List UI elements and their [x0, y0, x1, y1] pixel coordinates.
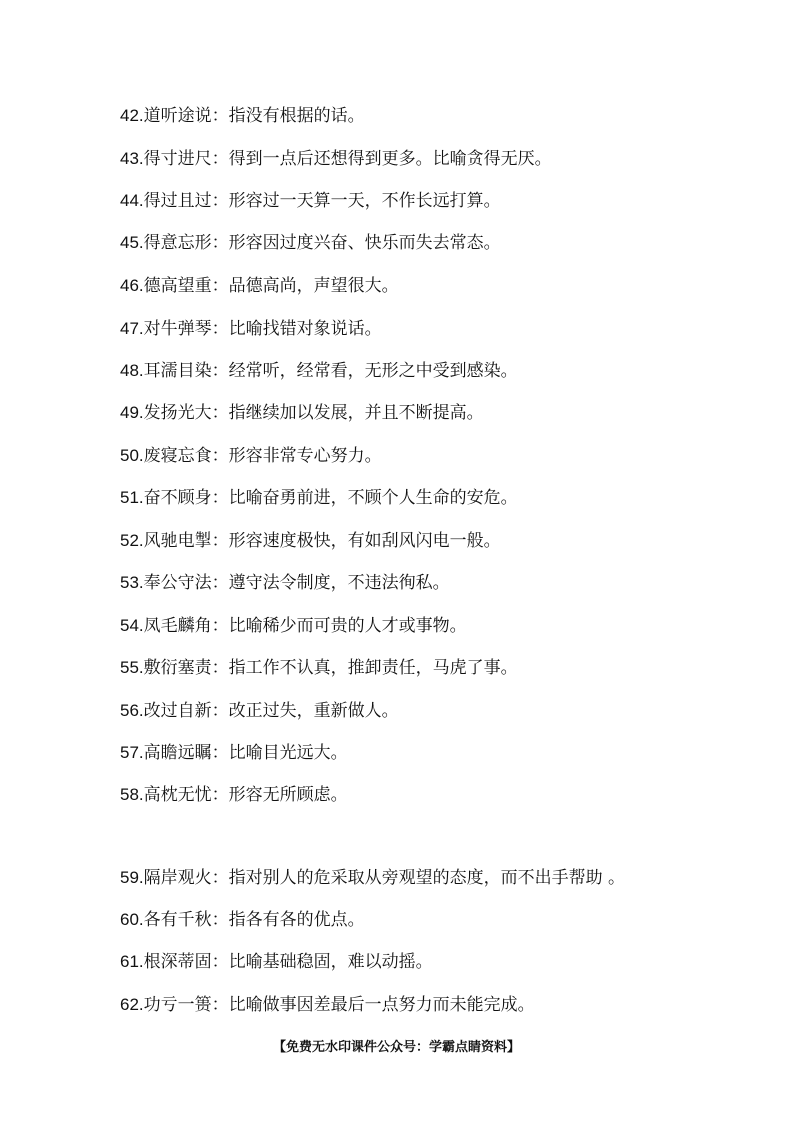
idiom-entry	[120, 947, 740, 977]
entry-term: 得过且过	[143, 191, 212, 211]
idiom-entry	[120, 568, 740, 598]
idiom-entry	[120, 228, 740, 258]
entry-number: 55.	[120, 658, 144, 677]
idiom-entry	[120, 905, 740, 935]
entry-separator: ：	[211, 106, 229, 126]
entry-definition: 改正过失，重新做人。	[228, 701, 399, 721]
entry-number: 46.	[120, 276, 144, 295]
idiom-entry	[120, 101, 740, 131]
entry-term: 功亏一篑	[143, 995, 212, 1015]
idiom-entry	[120, 186, 740, 216]
entry-number: 45.	[120, 233, 144, 252]
entry-number: 53.	[120, 573, 144, 592]
entry-term: 风驰电掣	[143, 531, 212, 551]
idiom-entry	[120, 696, 740, 726]
entry-separator: ：	[211, 446, 229, 466]
entry-number: 48.	[120, 361, 144, 380]
idiom-entry	[120, 483, 740, 513]
entry-definition: 指各有各的优点。	[228, 910, 365, 930]
entry-separator: ：	[211, 488, 229, 508]
entry-definition: 比喻基础稳固，难以动摇。	[228, 952, 433, 972]
entry-number: 44.	[120, 191, 144, 210]
entry-term: 高瞻远瞩	[143, 743, 212, 763]
idiom-entry	[120, 611, 740, 641]
idiom-entry	[120, 441, 740, 471]
entry-definition: 比喻找错对象说话。	[228, 319, 382, 339]
entry-definition: 形容过一天算一天，不作长远打算。	[228, 191, 501, 211]
entry-number: 62.	[120, 995, 144, 1014]
entry-definition: 比喻目光远大。	[228, 743, 348, 763]
entry-definition: 比喻做事因差最后一点努力而未能完成。	[228, 995, 535, 1015]
entry-separator: ：	[211, 191, 229, 211]
entry-definition: 形容非常专心努力。	[228, 446, 382, 466]
entry-number: 51.	[120, 488, 144, 507]
entry-number: 60.	[120, 910, 144, 929]
entry-separator: ：	[211, 743, 229, 763]
entry-number: 42.	[120, 106, 144, 125]
entry-definition: 指工作不认真，推卸责任，马虎了事。	[228, 658, 518, 678]
entry-term: 敷衍塞责	[143, 658, 212, 678]
entry-definition: 形容速度极快，有如刮风闪电一般。	[228, 531, 501, 551]
entry-definition: 经常听，经常看，无形之中受到感染。	[228, 361, 518, 381]
entry-number: 58.	[120, 785, 144, 804]
entry-number: 61.	[120, 952, 144, 971]
entry-definition: 指对别人的危采取从旁观望的态度，而不出手帮助 。	[228, 868, 626, 888]
entry-separator: ：	[211, 616, 229, 636]
entry-number: 54.	[120, 616, 144, 635]
entry-term: 废寝忘食	[143, 446, 212, 466]
entry-separator: ：	[211, 361, 229, 381]
idiom-entry	[120, 314, 740, 344]
idiom-entry	[120, 653, 740, 683]
idiom-entry	[120, 271, 740, 301]
entry-term: 根深蒂固	[143, 952, 212, 972]
idiom-entry	[120, 398, 740, 428]
entry-separator: ：	[211, 531, 229, 551]
entry-number: 50.	[120, 446, 144, 465]
entry-definition: 指继续加以发展，并且不断提高。	[228, 403, 484, 423]
entry-term: 高枕无忧	[143, 785, 212, 805]
entry-term: 奋不顾身	[143, 488, 212, 508]
entry-number: 49.	[120, 403, 144, 422]
idiom-entry	[120, 990, 740, 1020]
entry-term: 德高望重	[143, 276, 212, 296]
entry-term: 得寸进尺	[143, 149, 212, 169]
idiom-entry	[120, 780, 740, 810]
idiom-entry	[120, 144, 740, 174]
page-footer: 【免费无水印课件公众号：学霸点睛资料】	[272, 1040, 520, 1055]
entry-term: 奉公守法	[143, 573, 212, 593]
entry-separator: ：	[211, 701, 229, 721]
entry-term: 耳濡目染	[143, 361, 212, 381]
entry-number: 59.	[120, 868, 144, 887]
entry-definition: 指没有根据的话。	[228, 106, 365, 126]
entry-separator: ：	[211, 952, 229, 972]
idiom-entry	[120, 526, 740, 556]
entry-separator: ：	[211, 995, 229, 1015]
entry-number: 52.	[120, 531, 144, 550]
entry-separator: ：	[211, 319, 229, 339]
entry-term: 隔岸观火	[143, 868, 212, 888]
entry-number: 56.	[120, 701, 144, 720]
entry-term: 凤毛麟角	[143, 616, 212, 636]
entry-number: 43.	[120, 149, 144, 168]
entry-separator: ：	[211, 403, 229, 423]
entry-definition: 得到一点后还想得到更多。比喻贪得无厌。	[228, 149, 552, 169]
entry-number: 47.	[120, 319, 144, 338]
entry-definition: 比喻奋勇前进，不顾个人生命的安危。	[228, 488, 518, 508]
idiom-entry	[120, 863, 740, 893]
entry-separator: ：	[211, 149, 229, 169]
entry-separator: ：	[211, 233, 229, 253]
entry-separator: ：	[211, 658, 229, 678]
entry-term: 各有千秋	[143, 910, 212, 930]
entry-separator: ：	[211, 276, 229, 296]
entry-term: 得意忘形	[143, 233, 212, 253]
entry-term: 发扬光大	[143, 403, 212, 423]
entry-definition: 遵守法令制度，不违法徇私。	[228, 573, 450, 593]
entry-number: 57.	[120, 743, 144, 762]
entry-separator: ：	[211, 785, 229, 805]
entry-definition: 形容因过度兴奋、快乐而失去常态。	[228, 233, 501, 253]
entry-term: 改过自新	[143, 701, 212, 721]
entry-term: 对牛弹琴	[143, 319, 212, 339]
entry-separator: ：	[211, 910, 229, 930]
entry-definition: 形容无所顾虑。	[228, 785, 348, 805]
entry-definition: 比喻稀少而可贵的人才或事物。	[228, 616, 467, 636]
idiom-entry	[120, 738, 740, 768]
entry-separator: ：	[211, 868, 229, 888]
entry-term: 道听途说	[143, 106, 212, 126]
entry-definition: 品德高尚，声望很大。	[228, 276, 399, 296]
entry-separator: ：	[211, 573, 229, 593]
idiom-entry	[120, 356, 740, 386]
